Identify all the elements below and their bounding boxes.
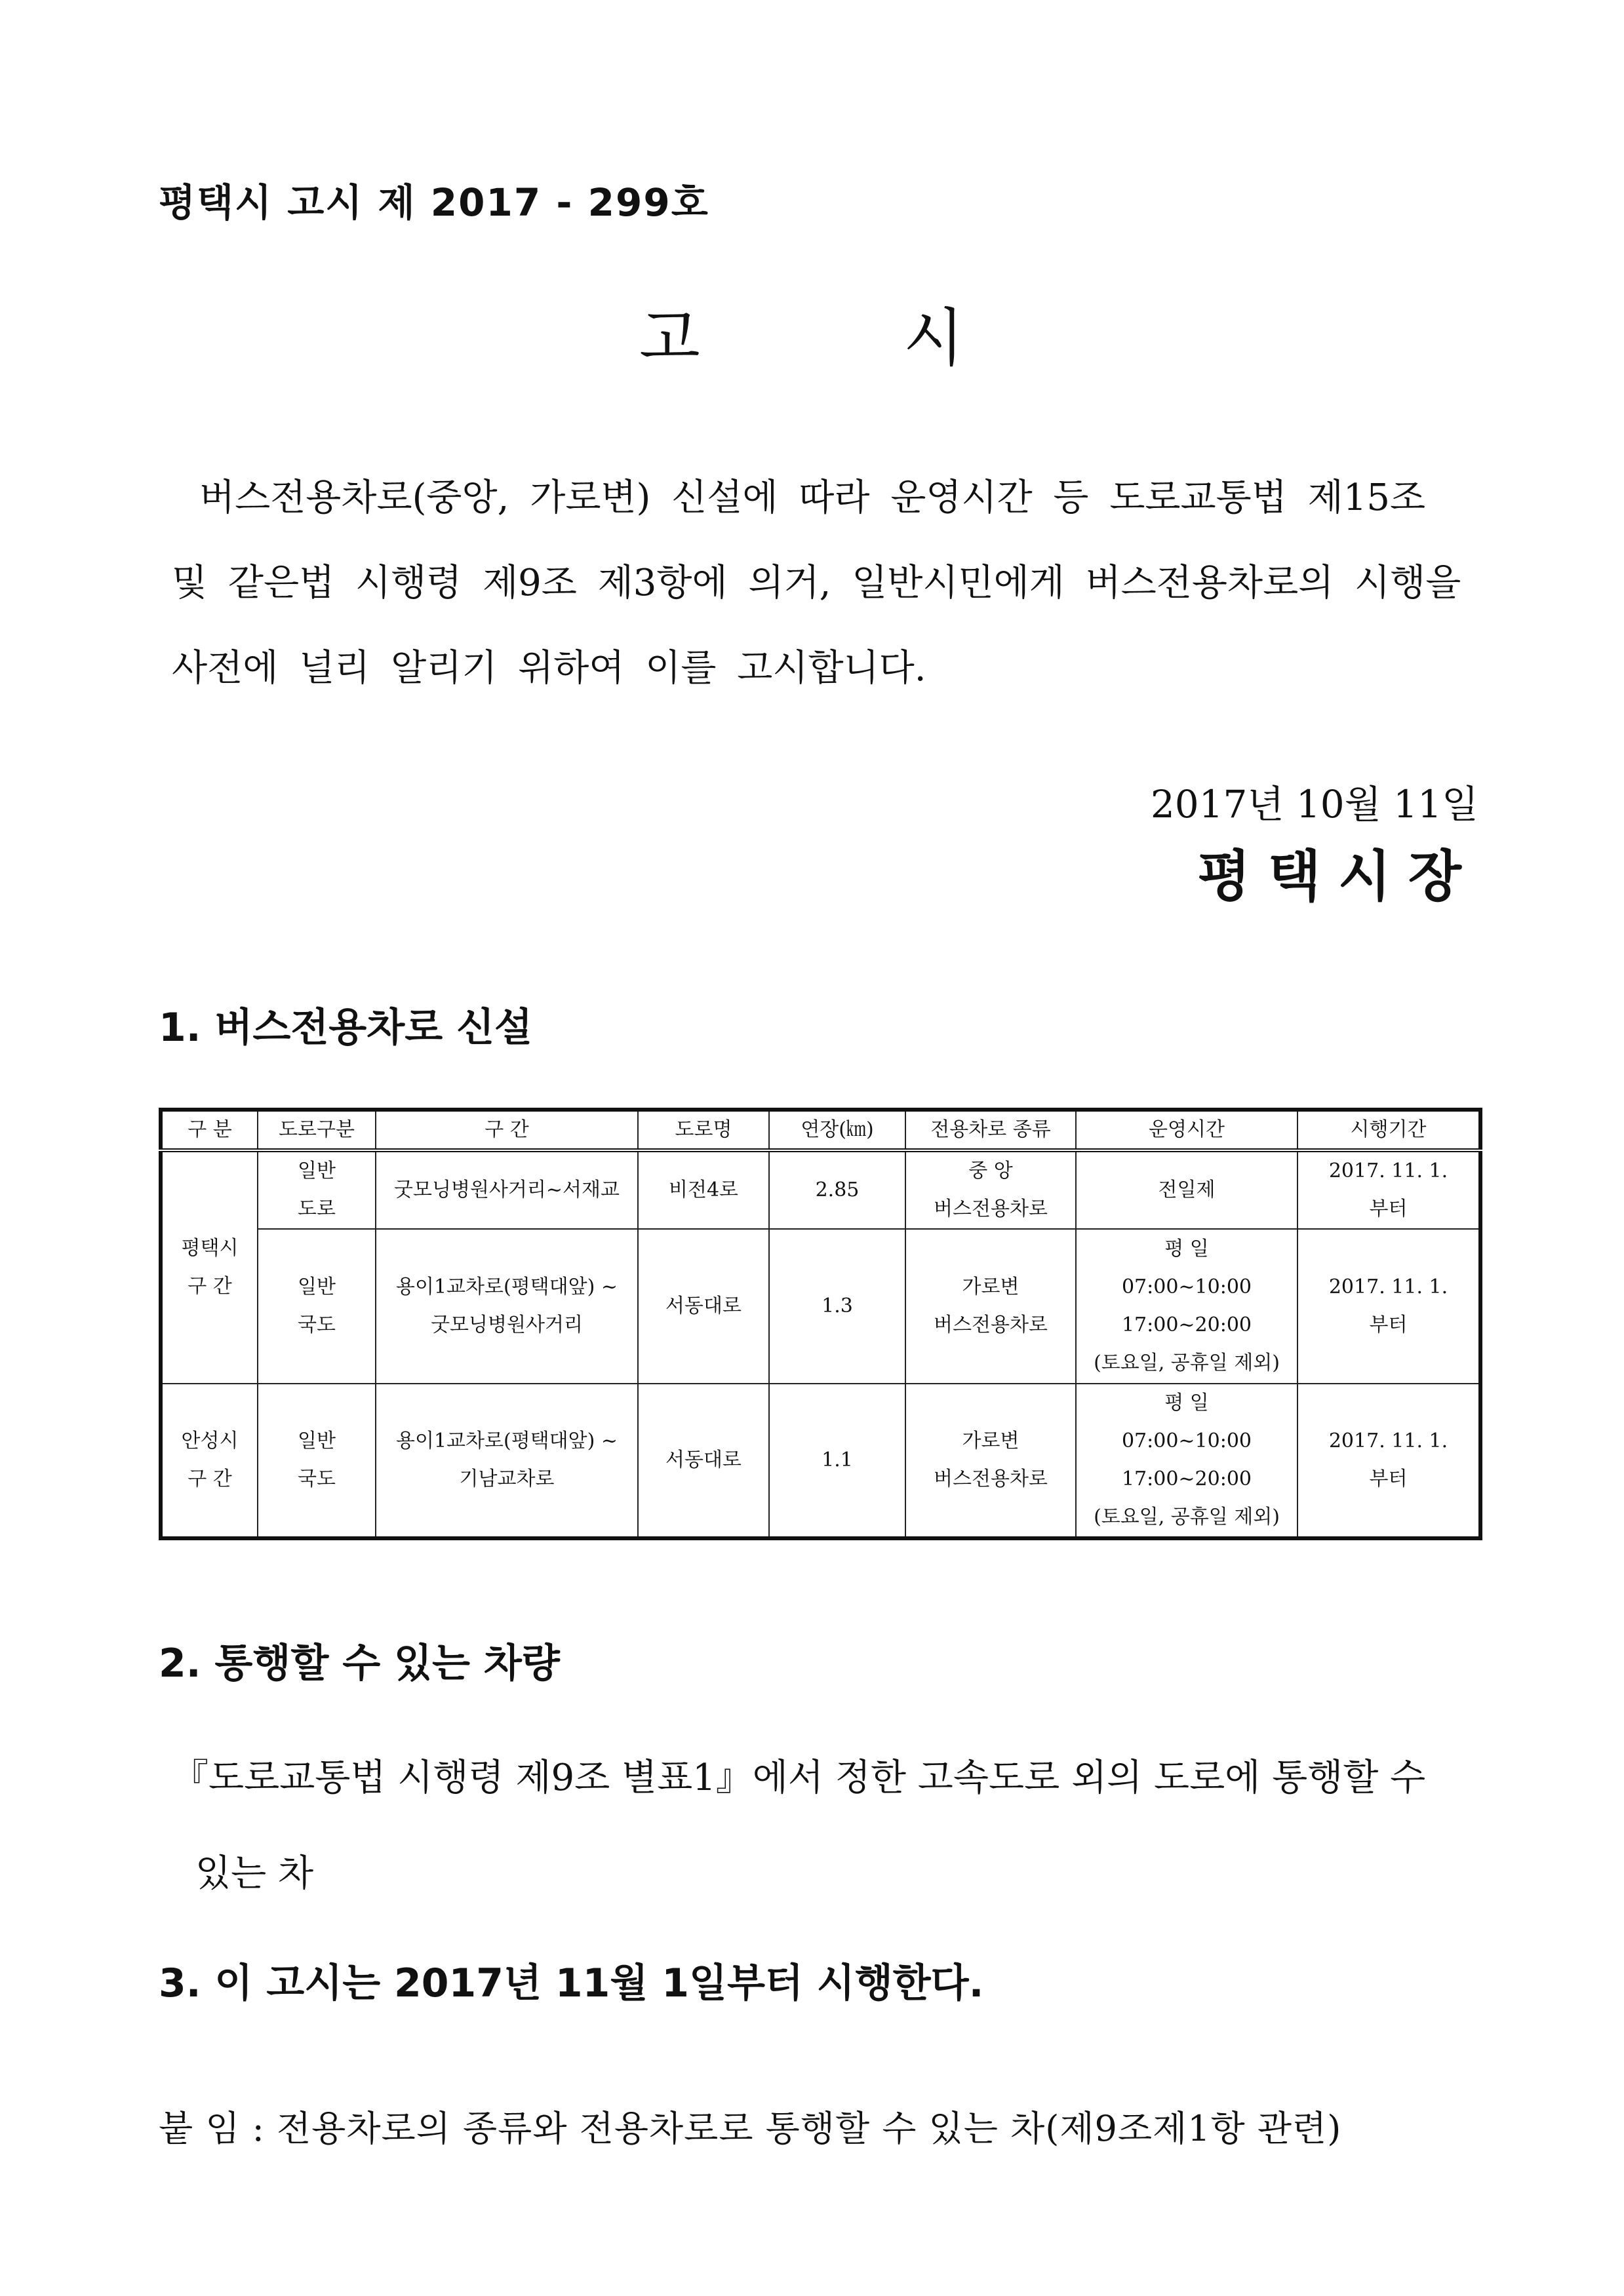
section-text: 용이1교차로(평택대앞) ~ — [396, 1275, 618, 1298]
table-row — [161, 1229, 1480, 1384]
section3-heading: 3. 이 고시는 2017년 11월 1일부터 시행한다. — [159, 1960, 984, 2006]
body-line: 및 같은법 시행령 제9조 제3항에 의거, 일반시민에게 버스전용차로의 시행을 — [172, 562, 1461, 604]
header-cell: 전용차로 종류 — [905, 1110, 1076, 1150]
section-text: 기남교차로 — [459, 1468, 555, 1490]
group-label: 구 간 — [188, 1275, 232, 1298]
length-cell: 1.1 — [769, 1384, 905, 1538]
title-char-right: 시 — [903, 302, 964, 375]
lane-type-text: 버스전용차로 — [934, 1313, 1048, 1336]
section-cell — [376, 1384, 638, 1538]
road-type-text: 일반 — [298, 1159, 336, 1182]
period-text: 2017. 11. 1. — [1328, 1430, 1448, 1452]
road-type-text: 국도 — [298, 1313, 336, 1336]
lane-type-cell — [905, 1384, 1076, 1538]
lane-type-text: 버스전용차로 — [934, 1468, 1048, 1490]
length-cell: 1.3 — [769, 1229, 905, 1384]
header-cell: 시행기간 — [1297, 1110, 1480, 1150]
notice-number: 평택시 고시 제 2017 - 299호 — [159, 180, 709, 225]
period-text: 부터 — [1369, 1468, 1408, 1490]
period-cell — [1297, 1384, 1480, 1538]
lane-type-text: 가로변 — [962, 1430, 1020, 1452]
hours-text: 17:00~20:00 — [1121, 1313, 1252, 1336]
period-text: 2017. 11. 1. — [1328, 1159, 1448, 1182]
hours-text: 평 일 — [1164, 1391, 1209, 1414]
road-name-cell: 비전4로 — [638, 1150, 769, 1229]
road-type-text: 도로 — [298, 1197, 336, 1220]
header-cell: 도로명 — [638, 1110, 769, 1150]
road-type-cell — [258, 1150, 376, 1229]
group-label: 구 간 — [188, 1468, 232, 1490]
section-text: 굿모닝병원사거리 — [431, 1313, 583, 1336]
road-type-cell — [258, 1229, 376, 1384]
road-name-cell: 서동대로 — [638, 1384, 769, 1538]
period-text: 부터 — [1369, 1313, 1408, 1336]
group-cell — [161, 1384, 258, 1538]
lane-type-text: 버스전용차로 — [934, 1197, 1048, 1220]
section-text: 용이1교차로(평택대앞) ~ — [396, 1430, 618, 1452]
title-char-left: 고 — [639, 302, 700, 375]
lane-type-cell — [905, 1229, 1076, 1384]
road-type-text: 일반 — [298, 1275, 336, 1298]
hours-text: (토요일, 공휴일 제외) — [1094, 1352, 1280, 1374]
group-cell — [161, 1150, 258, 1384]
road-type-text: 일반 — [298, 1430, 336, 1452]
table-header-row — [161, 1110, 1480, 1150]
period-text: 2017. 11. 1. — [1328, 1275, 1448, 1298]
header-cell: 운영시간 — [1076, 1110, 1297, 1150]
hours-text: 17:00~20:00 — [1121, 1468, 1252, 1490]
length-cell: 2.85 — [769, 1150, 905, 1229]
hours-text: 07:00~10:00 — [1121, 1430, 1252, 1452]
period-text: 부터 — [1369, 1197, 1408, 1220]
hours-text: 07:00~10:00 — [1121, 1275, 1252, 1298]
hours-text: 평 일 — [1164, 1237, 1209, 1260]
lane-type-text: 중 앙 — [968, 1159, 1013, 1182]
table-row — [161, 1150, 1480, 1229]
hours-cell: 전일제 — [1076, 1150, 1297, 1229]
notice-body — [172, 456, 1490, 711]
period-cell — [1297, 1229, 1480, 1384]
attachment-note: 붙 임 : 전용차로의 종류와 전용차로로 통행할 수 있는 차(제9조제1항 관련) — [159, 2108, 1342, 2149]
road-type-cell — [258, 1384, 376, 1538]
table-row — [161, 1384, 1480, 1538]
section2-heading: 2. 통행할 수 있는 차량 — [159, 1641, 560, 1686]
section-cell — [376, 1229, 638, 1384]
bus-lane-table — [159, 1108, 1482, 1540]
body-line: 사전에 널리 알리기 위하여 이를 고시합니다. — [172, 647, 926, 690]
page-title — [639, 288, 964, 378]
issuer-name: 평택시장 — [1197, 844, 1478, 908]
section1-heading: 1. 버스전용차로 신설 — [159, 1005, 532, 1051]
section2-line: 『도로교통법 시행령 제9조 별표1』에서 정한 고속도로 외의 도로에 통행할 수 — [172, 1757, 1426, 1799]
hours-text: (토요일, 공휴일 제외) — [1094, 1506, 1280, 1528]
section2-line: 있는 차 — [195, 1852, 314, 1895]
header-cell: 구 분 — [161, 1110, 258, 1150]
header-cell: 연장(㎞) — [769, 1110, 905, 1150]
road-type-text: 국도 — [298, 1468, 336, 1490]
group-label: 안성시 — [181, 1430, 239, 1452]
header-cell: 도로구분 — [258, 1110, 376, 1150]
lane-type-cell — [905, 1150, 1076, 1229]
body-line: 버스전용차로(중앙, 가로변) 신설에 따라 운영시간 등 도로교통법 제15조 — [199, 477, 1426, 519]
period-cell — [1297, 1150, 1480, 1229]
header-cell: 구 간 — [376, 1110, 638, 1150]
section-cell: 굿모닝병원사거리~서재교 — [376, 1150, 638, 1229]
road-name-cell: 서동대로 — [638, 1229, 769, 1384]
section2-body — [172, 1730, 1490, 1922]
notice-date: 2017년 10월 11일 — [1150, 782, 1478, 827]
hours-cell — [1076, 1384, 1297, 1538]
lane-type-text: 가로변 — [962, 1275, 1020, 1298]
hours-cell — [1076, 1229, 1297, 1384]
group-label: 평택시 — [181, 1237, 239, 1260]
